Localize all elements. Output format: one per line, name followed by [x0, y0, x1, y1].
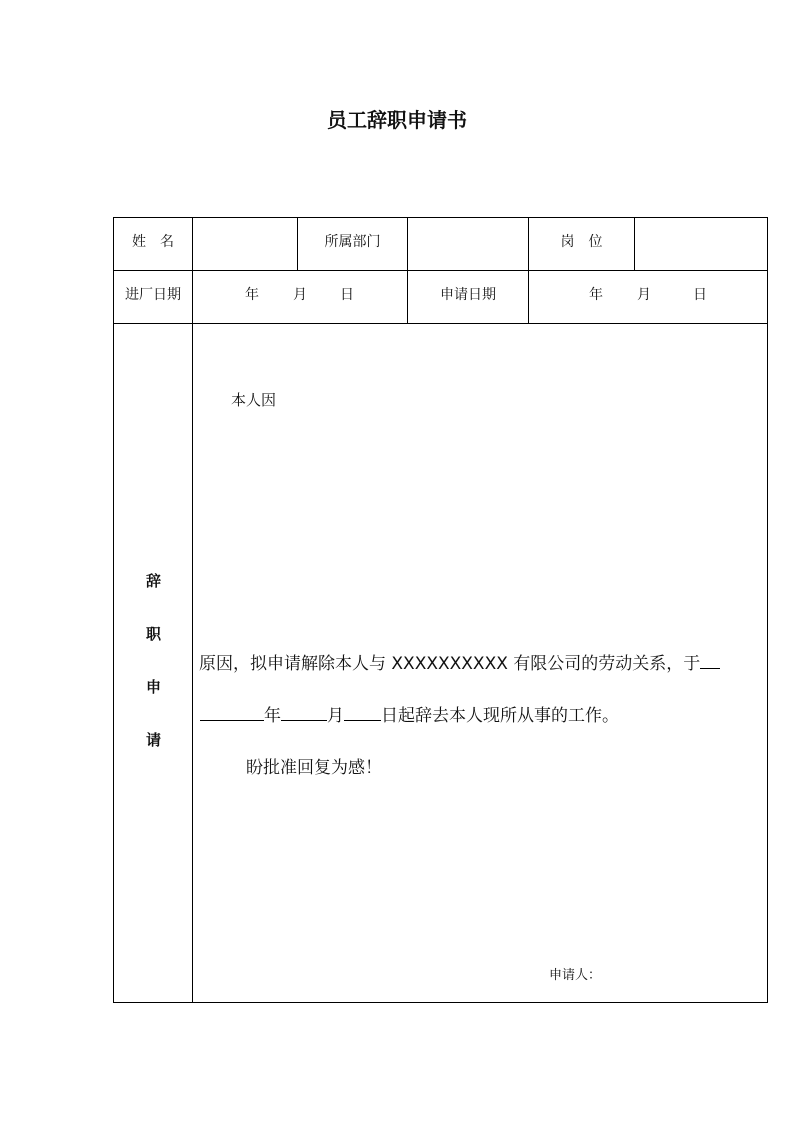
section-label-char: 辞: [145, 572, 161, 590]
post-label: 岗 位: [560, 233, 603, 250]
reason-intro: 本人因: [231, 391, 277, 409]
year-blank[interactable]: [200, 702, 264, 721]
join-year-label: 年: [245, 287, 259, 303]
apply-month-label: 月: [637, 287, 651, 303]
date-blank[interactable]: [700, 650, 720, 669]
name-field[interactable]: [193, 218, 297, 270]
closing-line: 盼批准回复为感！: [246, 758, 382, 778]
page-title: 员工辞职申请书: [327, 108, 467, 132]
apply-year-label: 年: [589, 287, 603, 303]
day-blank[interactable]: [344, 702, 381, 721]
resignation-form: [113, 217, 768, 1003]
join-month-label: 月: [293, 287, 307, 303]
post-field[interactable]: [635, 218, 767, 270]
join-date-label: 进厂日期: [125, 287, 181, 303]
section-label-char: 职: [145, 625, 161, 643]
resignation-statement-line2: 年 月 日起辞去本人现所从事的工作。: [200, 701, 619, 726]
section-label-char: 申: [145, 678, 161, 696]
department-label: 所属部门: [324, 233, 381, 250]
row-divider: [114, 323, 767, 324]
section-label-char: 请: [145, 731, 161, 749]
signature-label: 申请人：: [549, 968, 602, 983]
join-day-label: 日: [340, 287, 354, 303]
department-field[interactable]: [408, 218, 528, 270]
apply-day-label: 日: [693, 287, 707, 303]
name-label: 姓 名: [132, 233, 174, 250]
apply-date-label: 申请日期: [440, 287, 496, 303]
resignation-statement-line1: 原因，拟申请解除本人与 XXXXXXXXXX 有限公司的劳动关系，于: [199, 649, 720, 674]
column-divider: [192, 218, 193, 1002]
month-blank[interactable]: [281, 702, 327, 721]
